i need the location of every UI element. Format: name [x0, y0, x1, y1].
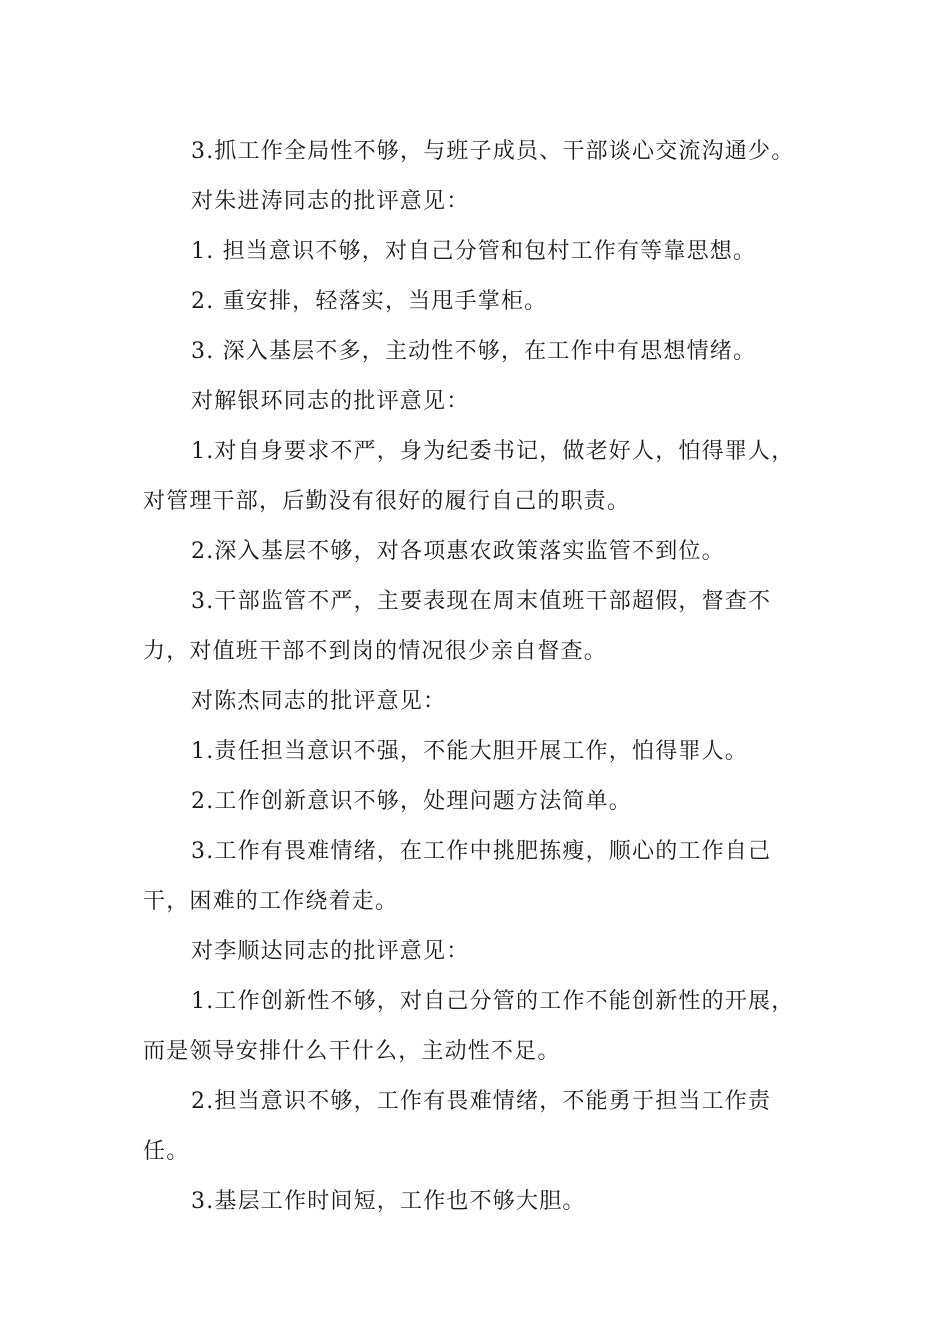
paragraph: 1. 担当意识不够，对自己分管和包村工作有等靠思想。: [191, 239, 757, 264]
paragraph: 3.基层工作时间短，工作也不够大胆。: [191, 1189, 586, 1214]
paragraph: 2.担当意识不够，工作有畏难情绪，不能勇于担当工作责任。: [143, 1089, 772, 1164]
paragraph: 1.对自身要求不严，身为纪委书记，做老好人，怕得罪人，对管理干部，后勤没有很好的履行自己的职责。: [143, 439, 795, 514]
paragraph: 3.工作有畏难情绪，在工作中挑肥拣瘦，顺心的工作自己干，困难的工作绕着走。: [143, 839, 772, 914]
paragraph: 2. 重安排，轻落实，当甩手掌柜。: [191, 289, 548, 314]
paragraph: 1.工作创新性不够，对自己分管的工作不能创新性的开展，而是领导安排什么干什么，主动性不足。: [143, 989, 795, 1064]
section-heading: 对陈杰同志的批评意见：: [191, 689, 447, 714]
section-heading: 对解银环同志的批评意见：: [191, 389, 470, 414]
paragraph: 3.抓工作全局性不够，与班子成员、干部谈心交流沟通少。: [191, 139, 795, 164]
section-heading: 对朱进涛同志的批评意见：: [191, 189, 470, 214]
paragraph: 3.干部监管不严，主要表现在周末值班干部超假，督查不力，对值班干部不到岗的情况很少亲自督查。: [143, 589, 772, 664]
document-body: [143, 127, 813, 1227]
paragraph: 2.深入基层不够，对各项惠农政策落实监管不到位。: [191, 539, 725, 564]
paragraph: 2.工作创新意识不够，处理问题方法简单。: [191, 789, 632, 814]
paragraph: 3. 深入基层不多，主动性不够，在工作中有思想情绪。: [191, 339, 757, 364]
paragraph: 1.责任担当意识不强，不能大胆开展工作，怕得罪人。: [191, 739, 748, 764]
section-heading: 对李顺达同志的批评意见：: [191, 939, 470, 964]
